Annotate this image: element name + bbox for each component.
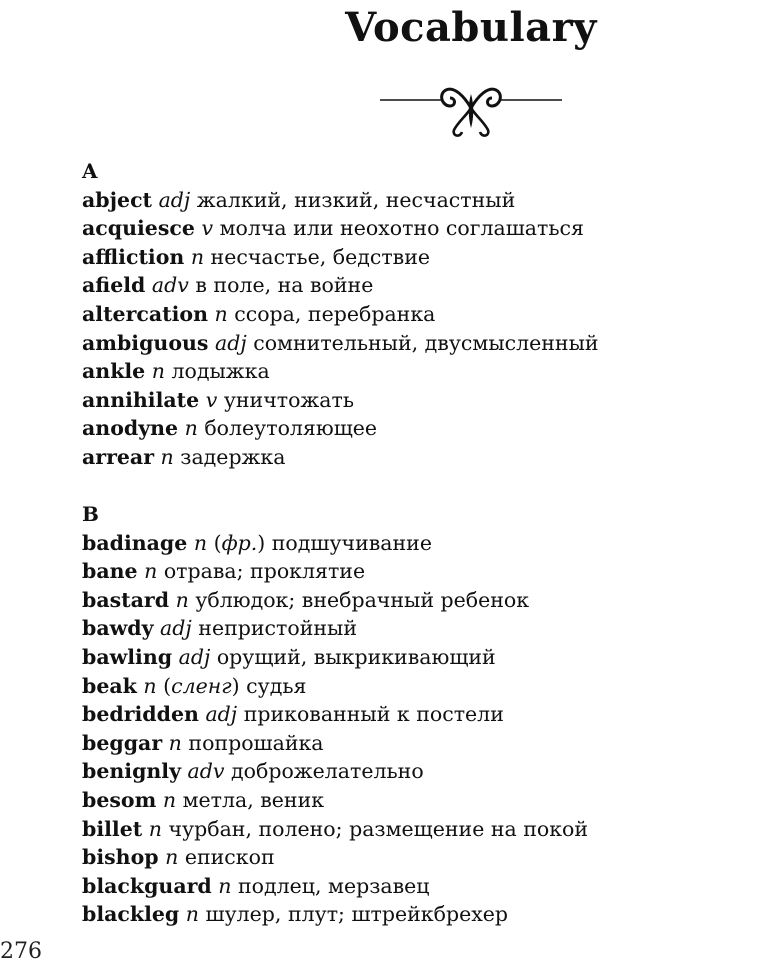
entry-definition: орущий, выкрикивающий <box>216 644 496 669</box>
list-item <box>82 843 762 872</box>
entry-definition: жалкий, низкий, несчастный <box>196 187 516 212</box>
list-item: badinage n (фр.) подшучивание <box>82 530 432 555</box>
entry-definition: ублюдок; внебрачный ребенок <box>195 587 530 612</box>
entry-word: bedridden <box>82 702 199 727</box>
entry-pos: n <box>168 730 182 755</box>
entry-word: arrear <box>82 444 155 469</box>
entry-pos: adj <box>178 644 211 669</box>
section-b <box>82 500 762 929</box>
list-item: beak n (сленг) судья <box>82 673 307 698</box>
entry-pos: v <box>205 387 218 412</box>
entry-word: blackguard <box>82 873 212 898</box>
entry-pos: n <box>144 559 158 584</box>
entry-word: beak <box>82 673 137 698</box>
entry-definition: доброжелательно <box>231 759 424 784</box>
entry-definition: епископ <box>184 845 275 870</box>
list-item <box>82 214 762 243</box>
entry-definition: несчастье, бедствие <box>210 244 431 269</box>
flourish-ornament-icon <box>380 78 562 140</box>
entry-word: ambiguous <box>82 330 209 355</box>
entry-pos: adj <box>160 616 192 641</box>
list-item <box>82 443 762 472</box>
list-item <box>82 243 762 272</box>
entry-pos: n <box>193 530 208 555</box>
entry-definition: прикованный к постели <box>243 702 504 727</box>
entry-pos: adv <box>151 273 189 298</box>
list-item <box>82 872 762 901</box>
entry-definition: подлец, мерзавец <box>238 873 430 898</box>
list-item <box>82 329 762 358</box>
list-item <box>82 414 762 443</box>
list-item <box>82 757 762 786</box>
entry-word: bastard <box>82 587 170 612</box>
list-item <box>82 700 762 729</box>
entry-pos: n <box>143 673 157 698</box>
section-a <box>82 157 762 472</box>
entry-word: affliction <box>82 244 185 269</box>
entry-pos: n <box>185 902 199 927</box>
list-item <box>82 186 762 215</box>
entry-definition: в поле, на войне <box>195 273 374 298</box>
entry-word: bishop <box>82 845 159 870</box>
entry-word: billet <box>82 816 143 841</box>
entry-pos: n <box>165 845 179 870</box>
entry-pos: adj <box>205 702 238 727</box>
list-item <box>82 357 762 386</box>
entry-pos: adj <box>215 330 247 355</box>
list-item <box>82 386 762 415</box>
list-item <box>82 300 762 329</box>
entry-word: bawdy <box>82 616 154 641</box>
entry-definition: сомнительный, двусмысленный <box>253 330 599 355</box>
entry-word: bane <box>82 559 138 584</box>
entry-word: bawling <box>82 644 173 669</box>
entry-note: фр. <box>221 530 258 555</box>
entry-definition: болеутоляющее <box>204 416 378 441</box>
entry-pos: n <box>184 416 198 441</box>
entry-definition: уничтожать <box>223 387 355 412</box>
entry-pos: v <box>201 216 214 241</box>
page-number: 276 <box>0 939 42 964</box>
entry-definition: задержка <box>180 444 286 469</box>
entry-pos: n <box>175 587 189 612</box>
entry-note: сленг <box>171 673 232 698</box>
entry-word: anodyne <box>82 416 179 441</box>
entry-definition: молча или неохотно соглашаться <box>219 216 584 241</box>
entry-pos: adv <box>187 759 225 784</box>
entry-word: blackleg <box>82 902 180 927</box>
entry-word: altercation <box>82 301 208 326</box>
entry-definition: непристойный <box>198 616 357 641</box>
entry-pos: n <box>151 359 165 384</box>
page-title: Vocabulary <box>345 4 597 51</box>
entry-word: acquiesce <box>82 216 195 241</box>
list-item <box>82 786 762 815</box>
entry-pos: n <box>214 301 228 326</box>
entry-word: besom <box>82 787 157 812</box>
list-item <box>82 614 762 643</box>
entry-word: beggar <box>82 730 163 755</box>
list-item <box>82 271 762 300</box>
entry-word: badinage <box>82 530 188 555</box>
entry-definition: отрава; проклятие <box>163 559 366 584</box>
entry-pos: n <box>148 816 162 841</box>
entry-definition: судья <box>246 673 307 698</box>
list-item <box>82 815 762 844</box>
entry-definition: ссора, перебранка <box>234 301 436 326</box>
entry-definition: чурбан, полено; размещение на покой <box>168 816 589 841</box>
entry-definition: метла, веник <box>182 787 325 812</box>
entry-pos: adj <box>158 187 191 212</box>
entry-word: abject <box>82 187 153 212</box>
entry-word: ankle <box>82 359 146 384</box>
list-item <box>82 900 762 929</box>
entry-definition: попрошайка <box>188 730 324 755</box>
entry-pos: n <box>160 444 174 469</box>
entry-pos: n <box>190 244 205 269</box>
entry-word: benignly <box>82 759 182 784</box>
entry-definition: лодыжка <box>171 359 270 384</box>
list-item <box>82 729 762 758</box>
entry-definition: шулер, плут; штрейкбрехер <box>205 902 509 927</box>
list-item <box>82 557 762 586</box>
entry-pos: n <box>162 787 177 812</box>
list-item <box>82 586 762 615</box>
list-item <box>82 643 762 672</box>
entry-word: afield <box>82 273 146 298</box>
entry-definition: подшучивание <box>271 530 432 555</box>
entry-word: annihilate <box>82 387 200 412</box>
entry-pos: n <box>218 873 232 898</box>
section-letter: A <box>82 159 98 183</box>
section-letter: B <box>82 502 99 526</box>
